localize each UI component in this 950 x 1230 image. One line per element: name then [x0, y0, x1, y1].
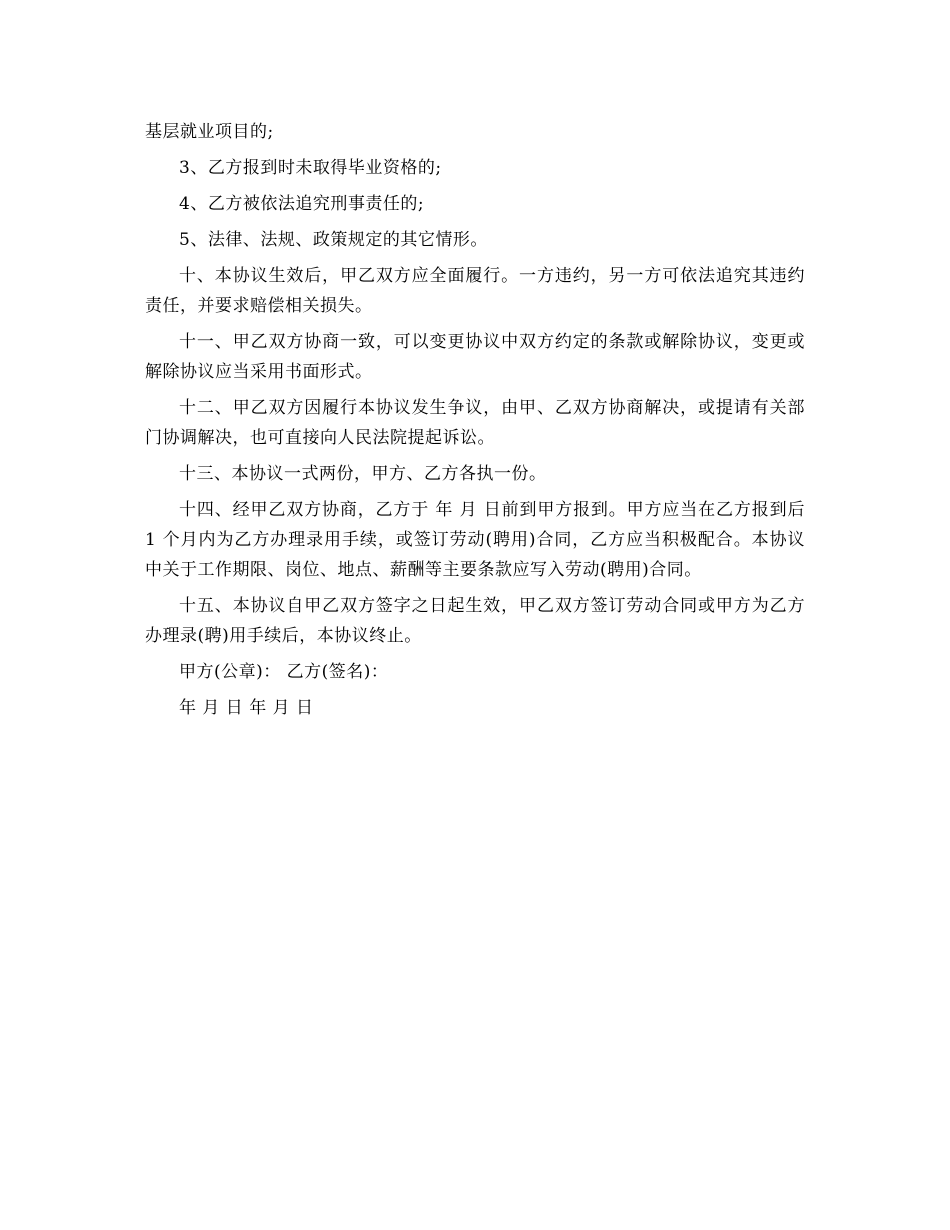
signature-line: 甲方(公章)： 乙方(签名)：	[179, 662, 389, 682]
paragraph-continuation: 基层就业项目的;	[145, 122, 274, 142]
clause-10: 十、本协议生效后，甲乙双方应全面履行。一方违约，另一方可依法追究其违约责任，并要求赔偿相关损失。	[145, 266, 805, 316]
clause-13: 十三、本协议一式两份，甲方、乙方各执一份。	[179, 464, 547, 484]
signature-date-line: 年 月 日 年 月 日	[179, 698, 314, 718]
document-body	[145, 117, 805, 729]
clause-item-4: 4、乙方被依法追究刑事责任的;	[179, 194, 425, 214]
clause-item-3: 3、乙方报到时未取得毕业资格的;	[179, 158, 442, 178]
clause-14: 十四、经甲乙双方协商，乙方于 年 月 日前到甲方报到。甲方应当在乙方报到后 1 个月内为乙方办理录用手续，或签订劳动(聘用)合同，乙方应当积极配合。本协议中关于工作期限、岗位、地点、薪酬等主要条款应写入劳动(聘用)合同。	[145, 500, 805, 580]
clause-15: 十五、本协议自甲乙双方签字之日起生效，甲乙双方签订劳动合同或甲方为乙方办理录(聘)用手续后，本协议终止。	[145, 596, 805, 646]
clause-12: 十二、甲乙双方因履行本协议发生争议，由甲、乙双方协商解决，或提请有关部门协调解决，也可直接向人民法院提起诉讼。	[145, 398, 805, 448]
clause-item-5: 5、法律、法规、政策规定的其它情形。	[179, 230, 488, 250]
clause-11: 十一、甲乙双方协商一致，可以变更协议中双方约定的条款或解除协议，变更或解除协议应当采用书面形式。	[145, 332, 805, 382]
